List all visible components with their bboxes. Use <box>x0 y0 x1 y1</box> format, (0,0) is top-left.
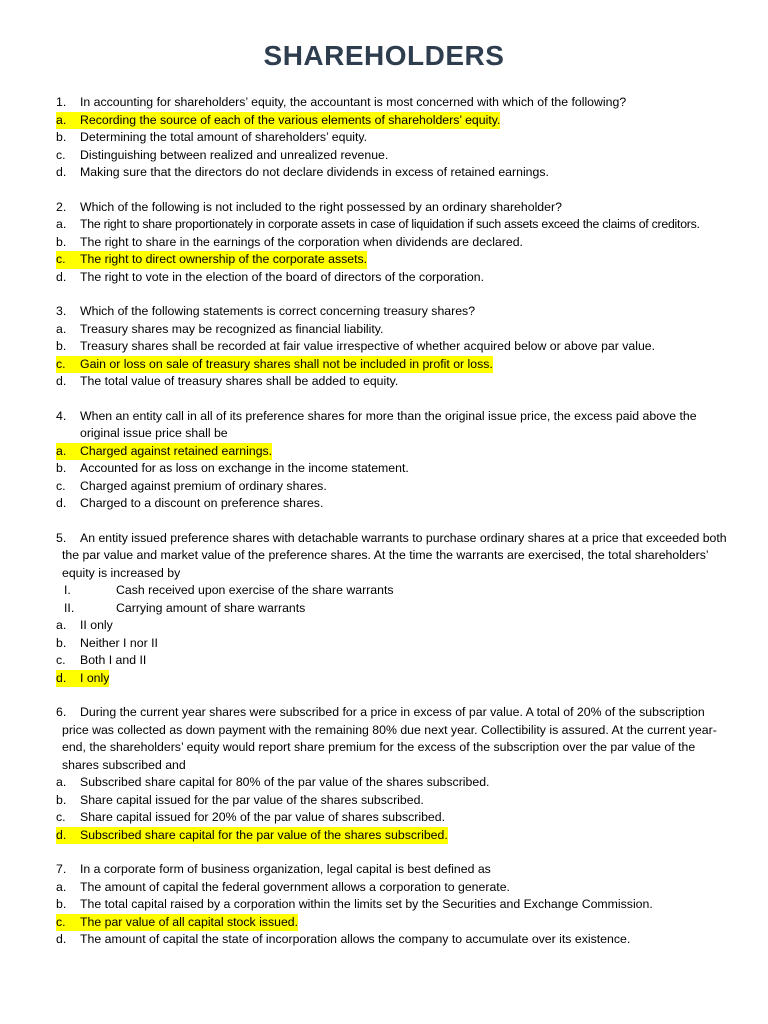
question-text-continued: equity is increased by <box>62 565 181 580</box>
option-d <box>56 670 740 688</box>
option-c <box>56 914 740 932</box>
question-number: 5. <box>56 530 67 545</box>
question-text: Which of the following statements is correct concerning treasury shares? <box>80 304 476 318</box>
option-label: d. <box>56 670 80 688</box>
option-a <box>56 112 740 130</box>
question-text: During the current year shares were subscribed for a price in excess of par value. A total of 20% of the subscription <box>80 705 705 719</box>
question-text-continued: price was collected as down payment with the remaining 80% due next year. Collectibility is assured. At the current year- <box>62 722 717 737</box>
option-text: Accounted for as loss on exchange in the income statement. <box>80 461 409 475</box>
option-b <box>56 792 740 810</box>
option-text: II only <box>80 618 113 632</box>
question-text: In accounting for shareholders’ equity, the accountant is most concerned with which of the following? <box>80 95 627 109</box>
option-label: a. <box>56 879 67 894</box>
option-label: d. <box>56 269 67 284</box>
option-text: The amount of capital the federal government allows a corporation to generate. <box>80 879 510 894</box>
option-b <box>56 635 740 653</box>
option-label: c. <box>56 251 80 269</box>
option-d <box>56 164 740 182</box>
question-number: 7. <box>56 862 67 876</box>
roman-item-2 <box>56 600 740 618</box>
question-number: 6. <box>56 705 67 719</box>
question-text: An entity issued preference shares with detachable warrants to purchase ordinary shares at a price that exceeded both <box>80 530 727 545</box>
option-d <box>56 931 740 949</box>
question-2 <box>56 199 740 287</box>
option-text: Making sure that the directors do not declare dividends in excess of retained earnings. <box>80 165 549 179</box>
roman-label: II. <box>64 600 75 615</box>
option-text: Both I and II <box>80 653 147 667</box>
option-c <box>56 652 740 670</box>
option-label: d. <box>56 165 67 179</box>
option-label: b. <box>56 339 67 353</box>
page-title: SHAREHOLDERS <box>263 40 505 71</box>
option-label: d. <box>56 932 67 946</box>
roman-label: I. <box>64 583 71 597</box>
question-text-continued: end, the shareholders’ equity would report share premium for the excess of the subscription over the par value of the <box>62 740 696 754</box>
option-a <box>56 216 740 234</box>
option-c <box>56 356 740 374</box>
question-number: 1. <box>56 95 67 109</box>
roman-item-1 <box>56 582 740 600</box>
option-d <box>56 269 740 287</box>
option-label: a. <box>56 321 67 336</box>
option-label: d. <box>56 374 67 388</box>
question-4 <box>56 408 740 513</box>
question-number: 2. <box>56 199 67 214</box>
option-label: a. <box>56 112 80 130</box>
option-c <box>56 251 740 269</box>
option-text: The total value of treasury shares shall be added to equity. <box>80 374 399 388</box>
question-number: 4. <box>56 408 67 423</box>
option-label: c. <box>56 356 80 374</box>
option-d <box>56 373 740 391</box>
option-label: a. <box>56 443 80 461</box>
roman-text: Cash received upon exercise of the share warrants <box>116 583 394 597</box>
option-label: b. <box>56 130 67 144</box>
option-text-highlighted: Gain or loss on sale of treasury shares shall not be included in profit or loss. <box>80 356 493 374</box>
option-label: b. <box>56 897 67 911</box>
question-number: 3. <box>56 304 67 318</box>
option-a <box>56 879 740 897</box>
option-label: c. <box>56 147 66 162</box>
option-label: a. <box>56 775 67 789</box>
option-d <box>56 495 740 513</box>
option-label: d. <box>56 496 67 510</box>
option-text: Treasury shares may be recognized as financial liability. <box>80 321 384 336</box>
option-a <box>56 321 740 339</box>
question-7 <box>56 861 740 949</box>
option-label: d. <box>56 827 80 845</box>
option-label: a. <box>56 618 67 632</box>
option-text: The total capital raised by a corporation within the limits set by the Securities and Exchange Commission. <box>80 897 653 911</box>
option-label: c. <box>56 478 66 493</box>
option-text: Subscribed share capital for 80% of the par value of the shares subscribed. <box>80 775 490 789</box>
option-b <box>56 460 740 478</box>
option-label: b. <box>56 635 67 650</box>
option-d <box>56 827 740 845</box>
option-label: b. <box>56 234 67 249</box>
option-text: Charged to a discount on preference shares. <box>80 496 324 510</box>
option-text-highlighted: I only <box>80 670 109 688</box>
question-3 <box>56 303 740 391</box>
option-text: The right to share proportionately in corporate assets in case of liquidation if such assets exceed the claims of creditors. <box>80 217 700 231</box>
question-text-continued: shares subscribed and <box>62 757 186 772</box>
option-label: c. <box>56 914 80 932</box>
option-label: b. <box>56 792 67 807</box>
option-a <box>56 443 740 461</box>
option-c <box>56 147 740 165</box>
option-b <box>56 338 740 356</box>
question-1 <box>56 94 740 182</box>
option-label: b. <box>56 461 67 475</box>
question-text-continued: the par value and market value of the preference shares. At the time the warrants are exercised, the total shareholders’ <box>62 548 709 562</box>
option-text: Share capital issued for the par value of the shares subscribed. <box>80 792 424 807</box>
question-text-continued: original issue price shall be <box>80 426 228 440</box>
option-c <box>56 478 740 496</box>
option-text: Charged against premium of ordinary shares. <box>80 478 327 493</box>
option-label: c. <box>56 810 66 824</box>
option-label: a. <box>56 217 67 231</box>
question-6 <box>56 704 740 844</box>
option-text-highlighted: Subscribed share capital for the par value of the shares subscribed. <box>80 827 448 845</box>
option-text: Determining the total amount of shareholders’ equity. <box>80 130 368 144</box>
option-text: Share capital issued for 20% of the par value of shares subscribed. <box>80 810 446 824</box>
option-b <box>56 129 740 147</box>
question-text: When an entity call in all of its preference shares for more than the original issue price, the excess paid above the <box>80 408 697 423</box>
option-text-highlighted: Recording the source of each of the various elements of shareholders’ equity. <box>80 112 500 130</box>
option-a <box>56 774 740 792</box>
option-text: The right to vote in the election of the board of directors of the corporation. <box>80 269 484 284</box>
question-text: In a corporate form of business organization, legal capital is best defined as <box>80 862 491 876</box>
option-text-highlighted: Charged against retained earnings. <box>80 443 272 461</box>
option-text: The amount of capital the state of incorporation allows the company to accumulate over its existence. <box>80 932 631 946</box>
option-text: The right to share in the earnings of the corporation when dividends are declared. <box>80 234 523 249</box>
option-text: Neither I nor II <box>80 635 158 650</box>
question-text: Which of the following is not included to the right possessed by an ordinary shareholder? <box>80 199 562 214</box>
option-b <box>56 234 740 252</box>
option-b <box>56 896 740 914</box>
option-text: Treasury shares shall be recorded at fair value irrespective of whether acquired below or above par value. <box>80 339 656 353</box>
option-text-highlighted: The par value of all capital stock issued. <box>80 914 298 932</box>
question-5 <box>56 530 740 688</box>
option-c <box>56 809 740 827</box>
option-text: Distinguishing between realized and unrealized revenue. <box>80 147 389 162</box>
option-label: c. <box>56 653 66 667</box>
option-a <box>56 617 740 635</box>
question-list <box>56 94 740 966</box>
roman-text: Carrying amount of share warrants <box>116 600 306 615</box>
option-text-highlighted: The right to direct ownership of the corporate assets. <box>80 251 367 269</box>
